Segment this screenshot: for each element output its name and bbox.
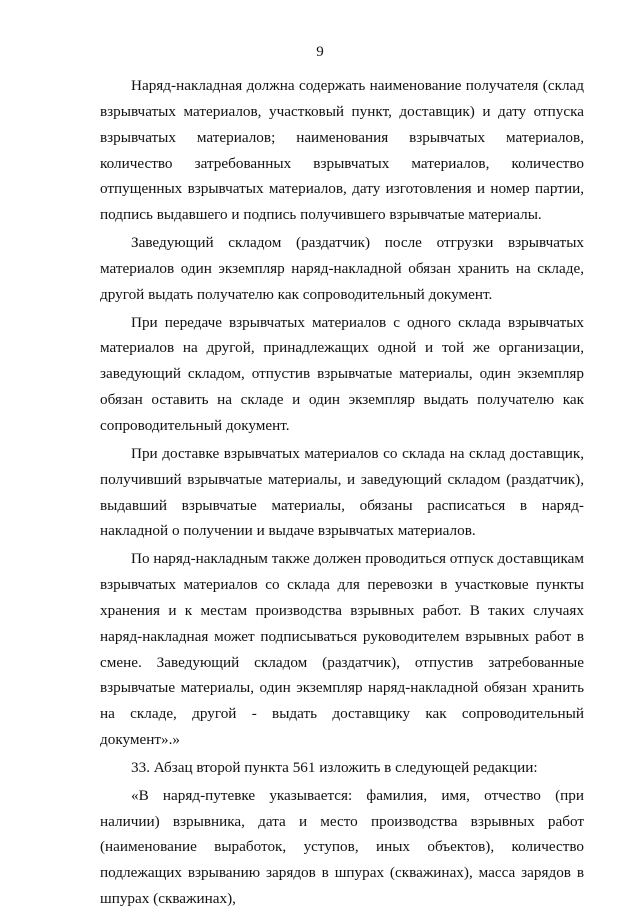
paragraph-delivery-signatures: При доставке взрывчатых материалов со склада на склад доставщик, получивший взрывчатые материалы, и заведующий складом (раздатчик), выдавший взрывчатые материалы, обязаны расписаться в наряд-накладной о получении и выдаче взрывчатых материалов. <box>100 444 584 540</box>
paragraph-release-to-couriers: По наряд-накладным также должен проводиться отпуск доставщикам взрывчатых материалов со склада для перевозки в участковые пункты хранения и к местам производства взрывных работ. В таких случаях наряд-накладная может подписываться руководителем взрывных работ в смене. Заведующий складом (раздатчик), отпустив затребованные взрывчатые материалы, один экземпляр наряд-накладной обязан хранить на складе, другой - выдать доставщику как сопроводительный документ».» <box>100 550 584 749</box>
paragraph-warehouse-manager-copy: Заведующий складом (раздатчик) после отгрузки взрывчатых материалов один экземпляр наряд-накладной обязан хранить на складе, другой выдать получателю как сопроводительный документ. <box>100 234 584 303</box>
paragraph-amendment-33: 33. Абзац второй пункта 561 изложить в следующей редакции: <box>131 758 538 776</box>
page-number: 9 <box>316 44 324 60</box>
paragraph-work-order-contents: «В наряд-путевке указывается: фамилия, имя, отчество (при наличии) взрывника, дата и место производства взрывных работ (наименование выработок, уступов, иных объектов), количество подлежащих взрыванию зарядов в шпурах (скважинах), масса зарядов в шпурах (скважинах), <box>100 786 584 908</box>
document-body <box>100 73 584 914</box>
paragraph-transfer-between-warehouses: При передаче взрывчатых материалов с одного склада взрывчатых материалов на другой, принадлежащих одной и той же организации, заведующий складом, отпустив взрывчатые материалы, один экземпляр обязан оставить на складе и один экземпляр выдать получателю как сопроводительный документ. <box>100 313 584 434</box>
paragraph-waybill-contents: Наряд-накладная должна содержать наименование получателя (склад взрывчатых материалов, участковый пункт, доставщик) и дату отпуска взрывчатых материалов; наименования взрывчатых материалов, количество затребованных взрывчатых материалов, количество отпущенных взрывчатых материалов, дату изготовления и номер партии, подпись выдавшего и подпись получившего взрывчатые материалы. <box>100 77 584 224</box>
